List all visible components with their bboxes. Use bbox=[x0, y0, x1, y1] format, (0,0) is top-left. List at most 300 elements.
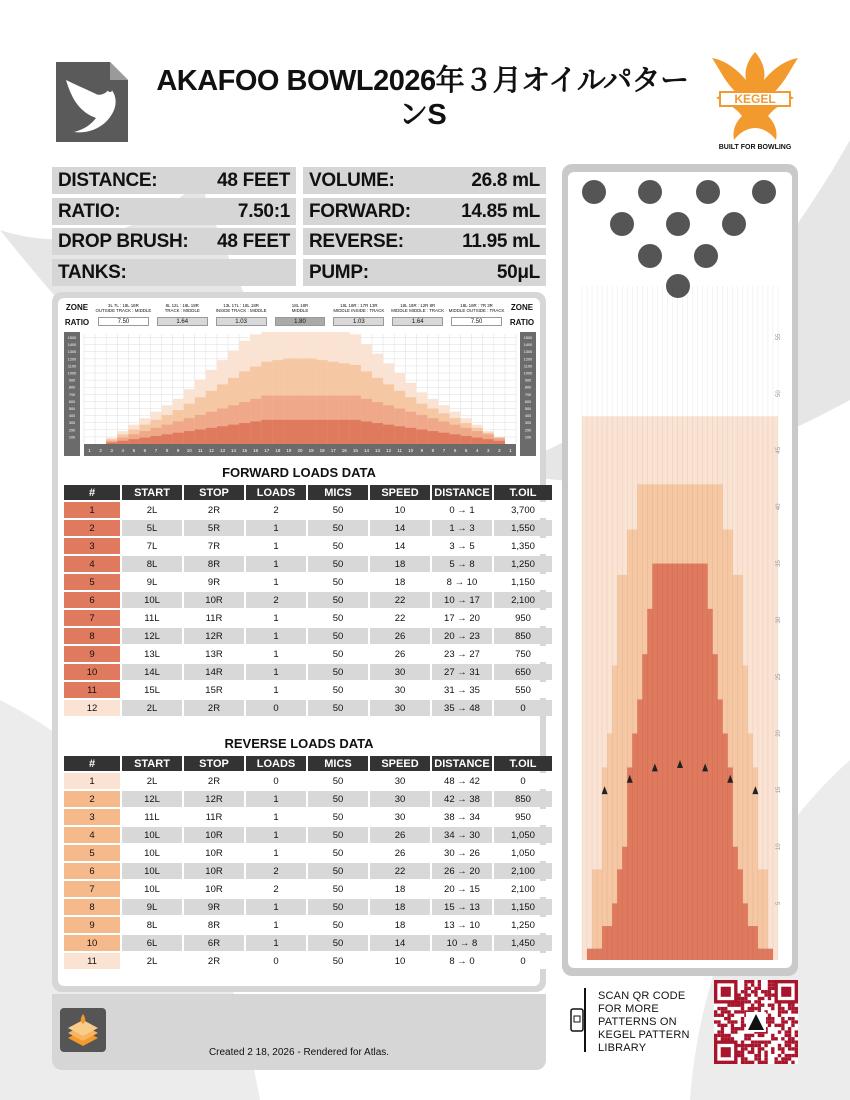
table-cell: 26 bbox=[370, 845, 430, 861]
y-tick-label: 500 bbox=[524, 407, 532, 412]
oil-bar bbox=[494, 441, 505, 444]
stat-tanks bbox=[52, 259, 296, 286]
table-cell: 50 bbox=[308, 520, 368, 536]
qr-module bbox=[731, 1027, 734, 1030]
x-tick-label: 16 bbox=[253, 448, 259, 453]
zone-ratio: 1.64 bbox=[392, 317, 443, 326]
table-cell: 15R bbox=[184, 682, 244, 698]
qr-module bbox=[791, 1040, 794, 1043]
table-cell: 0 bbox=[494, 700, 552, 716]
qr-module bbox=[744, 1000, 747, 1003]
qr-module bbox=[724, 1007, 727, 1010]
table-cell: 1 bbox=[246, 899, 306, 915]
qr-module bbox=[731, 1014, 734, 1017]
qr-module bbox=[795, 1054, 798, 1057]
qr-module bbox=[778, 1010, 781, 1013]
table-cell: 2R bbox=[184, 700, 244, 716]
table-cell: 14 bbox=[370, 520, 430, 536]
table-cell: 2R bbox=[184, 773, 244, 789]
qr-module bbox=[795, 1040, 798, 1043]
qr-module bbox=[781, 1020, 784, 1023]
qr-module bbox=[738, 1054, 741, 1057]
qr-module bbox=[778, 1014, 781, 1017]
table-cell: 9L bbox=[122, 574, 182, 590]
table-cell: 1 bbox=[246, 646, 306, 662]
table-cell: 23 → 27 bbox=[432, 646, 492, 662]
qr-module bbox=[764, 993, 767, 996]
x-tick-label: 8 bbox=[165, 448, 169, 453]
qr-module bbox=[761, 997, 764, 1000]
zone-ratio: 1.80 bbox=[275, 317, 326, 326]
qr-module bbox=[758, 983, 761, 986]
table-row bbox=[64, 917, 552, 933]
table-header: STOP bbox=[184, 756, 244, 771]
oil-bar bbox=[261, 420, 272, 444]
table-cell: 0 bbox=[494, 773, 552, 789]
table-cell: 14L bbox=[122, 664, 182, 680]
qr-module bbox=[721, 1037, 724, 1040]
qr-module bbox=[741, 1010, 744, 1013]
table-cell: 50 bbox=[308, 899, 368, 915]
qr-module bbox=[791, 1007, 794, 1010]
x-tick-label: 11 bbox=[397, 448, 403, 453]
table-cell: 18 bbox=[370, 881, 430, 897]
table-cell: 3,700 bbox=[494, 502, 552, 518]
oil-bar bbox=[195, 429, 206, 444]
table-header: # bbox=[64, 485, 120, 500]
table-cell: 30 bbox=[370, 700, 430, 716]
table-cell: 1,050 bbox=[494, 827, 552, 843]
load-number: 11 bbox=[64, 682, 120, 698]
table-cell: 8 → 10 bbox=[432, 574, 492, 590]
qr-module bbox=[761, 1004, 764, 1007]
table-cell: 9L bbox=[122, 899, 182, 915]
qr-module bbox=[754, 993, 757, 996]
qr-module bbox=[768, 983, 771, 986]
qr-module bbox=[791, 1010, 794, 1013]
table-cell: 14 bbox=[370, 538, 430, 554]
qr-module bbox=[748, 980, 751, 983]
distance-label: 30 bbox=[776, 616, 782, 624]
qr-module bbox=[791, 1004, 794, 1007]
qr-module bbox=[768, 980, 771, 983]
qr-module bbox=[727, 1020, 730, 1023]
qr-module bbox=[764, 1044, 767, 1047]
load-number: 9 bbox=[64, 646, 120, 662]
qr-module bbox=[734, 1027, 737, 1030]
table-cell: 30 bbox=[370, 773, 430, 789]
zone-name: INSIDE TRACK : MIDDLE bbox=[215, 308, 267, 313]
qr-module bbox=[714, 1037, 717, 1040]
table-cell: 22 bbox=[370, 610, 430, 626]
table-cell: 17 → 20 bbox=[432, 610, 492, 626]
table-cell: 2 bbox=[246, 592, 306, 608]
qr-module bbox=[748, 1061, 751, 1064]
y-tick-label: 500 bbox=[68, 407, 76, 412]
load-number: 7 bbox=[64, 610, 120, 626]
table-cell: 0 bbox=[246, 953, 306, 969]
y-tick-label: 1100 bbox=[67, 364, 77, 369]
table-cell: 1 bbox=[246, 845, 306, 861]
x-tick-label: 15 bbox=[352, 448, 358, 453]
pin-icon bbox=[638, 244, 662, 268]
qr-module bbox=[764, 1051, 767, 1054]
oil-bar bbox=[472, 438, 483, 444]
qr-module bbox=[768, 1017, 771, 1020]
table-cell: 14R bbox=[184, 664, 244, 680]
stat-ratio bbox=[52, 198, 296, 225]
qr-module bbox=[778, 1054, 781, 1057]
table-cell: 10L bbox=[122, 592, 182, 608]
y-tick-label: 700 bbox=[524, 392, 532, 397]
load-number: 4 bbox=[64, 827, 120, 843]
qr-module bbox=[721, 1014, 724, 1017]
qr-module bbox=[761, 990, 764, 993]
qr-module bbox=[785, 1044, 788, 1047]
table-cell: 10 bbox=[370, 953, 430, 969]
x-tick-label: 7 bbox=[154, 448, 158, 453]
stat-label: TANKS: bbox=[58, 261, 127, 283]
table-cell: 1 bbox=[246, 935, 306, 951]
zone-range: 8L 12L : 18L 18R bbox=[165, 303, 199, 308]
qr-module bbox=[721, 1007, 724, 1010]
qr-module bbox=[721, 1024, 724, 1027]
table-cell: 34 → 30 bbox=[432, 827, 492, 843]
table-row bbox=[64, 646, 552, 662]
table-cell: 1 bbox=[246, 917, 306, 933]
table-row bbox=[64, 682, 552, 698]
table-cell: 12R bbox=[184, 791, 244, 807]
oil-bar bbox=[239, 423, 250, 444]
qr-code-icon[interactable] bbox=[714, 980, 798, 1064]
table-cell: 26 bbox=[370, 646, 430, 662]
load-number: 3 bbox=[64, 809, 120, 825]
table-cell: 8L bbox=[122, 556, 182, 572]
qr-module bbox=[771, 1037, 774, 1040]
table-row bbox=[64, 538, 552, 554]
qr-module bbox=[761, 1034, 764, 1037]
x-tick-label: 14 bbox=[231, 448, 237, 453]
table-header: DISTANCE bbox=[432, 756, 492, 771]
table-cell: 12L bbox=[122, 628, 182, 644]
pin-icon bbox=[582, 180, 606, 204]
x-tick-label: 4 bbox=[475, 448, 479, 453]
oil-bar bbox=[272, 420, 283, 444]
qr-module bbox=[764, 1057, 767, 1060]
table-cell: 14 bbox=[370, 935, 430, 951]
qr-module bbox=[744, 997, 747, 1000]
y-tick-label: 1300 bbox=[523, 350, 533, 355]
qr-module bbox=[771, 1051, 774, 1054]
x-tick-label: 9 bbox=[420, 448, 424, 453]
table-cell: 1 bbox=[246, 791, 306, 807]
table-cell: 0 bbox=[494, 953, 552, 969]
qr-module bbox=[791, 1047, 794, 1050]
table-cell: 35 → 48 bbox=[432, 700, 492, 716]
qr-module bbox=[741, 1061, 744, 1064]
table-header: SPEED bbox=[370, 485, 430, 500]
qr-module bbox=[758, 1000, 761, 1003]
table-cell: 850 bbox=[494, 791, 552, 807]
table-cell: 50 bbox=[308, 917, 368, 933]
table-cell: 2R bbox=[184, 953, 244, 969]
oil-bar bbox=[128, 439, 139, 444]
x-tick-label: 1 bbox=[88, 448, 91, 453]
table-cell: 50 bbox=[308, 953, 368, 969]
qr-module bbox=[751, 1007, 754, 1010]
oil-bar bbox=[173, 433, 184, 444]
qr-instructions: SCAN QR CODE FOR MORE PATTERNS ON KEGEL PATTERN LIBRARY bbox=[598, 990, 690, 1054]
stat-pump bbox=[303, 259, 546, 286]
qr-module bbox=[785, 1020, 788, 1023]
table-cell: 3 → 5 bbox=[432, 538, 492, 554]
table-row bbox=[64, 628, 552, 644]
zone-label: ZONE bbox=[65, 303, 89, 312]
zone-range: 18L 18R : 12R 8R bbox=[400, 303, 436, 308]
table-cell: 50 bbox=[308, 863, 368, 879]
table-cell: 2L bbox=[122, 700, 182, 716]
table-cell: 38 → 34 bbox=[432, 809, 492, 825]
x-tick-label: 14 bbox=[363, 448, 369, 453]
x-tick-label: 1 bbox=[509, 448, 512, 453]
qr-module bbox=[734, 1030, 737, 1033]
qr-module bbox=[771, 1047, 774, 1050]
oil-bar bbox=[427, 431, 438, 444]
load-number: 8 bbox=[64, 899, 120, 915]
table-cell: 1 bbox=[246, 520, 306, 536]
qr-module bbox=[795, 1010, 798, 1013]
table-cell: 1,350 bbox=[494, 538, 552, 554]
qr-module bbox=[758, 987, 761, 990]
table-cell: 1 bbox=[246, 664, 306, 680]
qr-module bbox=[714, 1020, 717, 1023]
table-cell: 1,150 bbox=[494, 899, 552, 915]
qr-module bbox=[717, 1034, 720, 1037]
qr-module bbox=[795, 1030, 798, 1033]
qr-module bbox=[788, 1034, 791, 1037]
qr-module bbox=[741, 1051, 744, 1054]
table-row bbox=[64, 610, 552, 626]
distance-label: 50 bbox=[776, 390, 782, 397]
qr-module bbox=[778, 1047, 781, 1050]
qr-module bbox=[724, 1017, 727, 1020]
qr-module bbox=[788, 1044, 791, 1047]
qr-module bbox=[738, 1010, 741, 1013]
table-row bbox=[64, 899, 552, 915]
qr-module bbox=[771, 983, 774, 986]
table-cell: 10 → 17 bbox=[432, 592, 492, 608]
table-cell: 2L bbox=[122, 502, 182, 518]
y-tick-label: 600 bbox=[524, 399, 532, 404]
qr-module bbox=[761, 1040, 764, 1043]
zone-name: MIDDLE bbox=[291, 308, 309, 313]
table-row bbox=[64, 773, 552, 789]
qr-finder bbox=[721, 987, 731, 997]
x-tick-label: 18 bbox=[275, 448, 281, 453]
qr-module bbox=[738, 1000, 741, 1003]
zone-ratio: 1.03 bbox=[216, 317, 267, 326]
table-cell: 13R bbox=[184, 646, 244, 662]
table-cell: 12L bbox=[122, 791, 182, 807]
table-cell: 30 → 26 bbox=[432, 845, 492, 861]
pin-icon bbox=[694, 244, 718, 268]
y-tick-label: 1500 bbox=[67, 336, 77, 341]
qr-module bbox=[754, 990, 757, 993]
qr-module bbox=[778, 1007, 781, 1010]
load-number: 10 bbox=[64, 935, 120, 951]
distance-label: 35 bbox=[776, 560, 782, 567]
x-tick-label: 2 bbox=[498, 448, 501, 453]
table-row bbox=[64, 953, 552, 969]
oil-bar bbox=[139, 438, 150, 444]
qr-module bbox=[744, 987, 747, 990]
forward-loads-table bbox=[62, 483, 554, 718]
qr-module bbox=[758, 1061, 761, 1064]
y-tick-label: 700 bbox=[68, 392, 76, 397]
x-tick-label: 17 bbox=[330, 448, 336, 453]
table-cell: 22 bbox=[370, 592, 430, 608]
table-cell: 2 bbox=[246, 863, 306, 879]
table-cell: 30 bbox=[370, 791, 430, 807]
qr-module bbox=[791, 1024, 794, 1027]
qr-module bbox=[768, 1020, 771, 1023]
kegel-brand-name: KEGEL bbox=[734, 92, 776, 106]
zone-range: 18L 18R : 7R 3R bbox=[460, 303, 493, 308]
qr-module bbox=[744, 1044, 747, 1047]
oil-bar bbox=[150, 436, 161, 444]
table-cell: 13L bbox=[122, 646, 182, 662]
x-tick-label: 16 bbox=[341, 448, 347, 453]
x-tick-label: 20 bbox=[297, 448, 303, 453]
oil-bar bbox=[106, 442, 117, 444]
qr-module bbox=[785, 1010, 788, 1013]
qr-module bbox=[791, 1017, 794, 1020]
qr-module bbox=[785, 1054, 788, 1057]
qr-module bbox=[791, 1020, 794, 1023]
qr-module bbox=[781, 1037, 784, 1040]
stat-value: 7.50:1 bbox=[237, 200, 290, 222]
qr-module bbox=[795, 1034, 798, 1037]
y-tick-label: 100 bbox=[524, 435, 532, 440]
qr-module bbox=[778, 1061, 781, 1064]
table-cell: 8L bbox=[122, 917, 182, 933]
qr-module bbox=[781, 1061, 784, 1064]
qr-module bbox=[791, 1054, 794, 1057]
zone-ratio: 7.50 bbox=[451, 317, 502, 326]
zone-ratio-header bbox=[64, 301, 536, 329]
stat-label: DISTANCE: bbox=[58, 169, 158, 191]
stat-label: DROP BRUSH: bbox=[58, 230, 189, 252]
x-tick-label: 11 bbox=[197, 448, 203, 453]
oil-volume-graph bbox=[64, 332, 536, 456]
y-tick-label: 1100 bbox=[523, 364, 533, 369]
qr-module bbox=[741, 1020, 744, 1023]
table-cell: 1,050 bbox=[494, 845, 552, 861]
oil-bar bbox=[228, 425, 239, 444]
stat-value: 50μL bbox=[496, 261, 540, 283]
distance-label: 10 bbox=[776, 843, 782, 851]
qr-module bbox=[727, 1017, 730, 1020]
oil-bar bbox=[250, 421, 261, 444]
qr-module bbox=[731, 1030, 734, 1033]
table-cell: 10R bbox=[184, 592, 244, 608]
qr-module bbox=[754, 1007, 757, 1010]
table-cell: 15 → 13 bbox=[432, 899, 492, 915]
table-cell: 1 bbox=[246, 574, 306, 590]
table-cell: 950 bbox=[494, 809, 552, 825]
oil-bar bbox=[217, 426, 228, 444]
qr-module bbox=[741, 1004, 744, 1007]
y-tick-label: 400 bbox=[68, 414, 76, 419]
qr-module bbox=[751, 1044, 754, 1047]
qr-module bbox=[795, 1051, 798, 1054]
table-cell: 50 bbox=[308, 881, 368, 897]
y-tick-label: 1000 bbox=[523, 371, 533, 376]
stat-forward bbox=[303, 198, 546, 225]
stat-value: 14.85 mL bbox=[461, 200, 540, 222]
qr-module bbox=[751, 1061, 754, 1064]
table-cell: 50 bbox=[308, 502, 368, 518]
table-cell: 50 bbox=[308, 646, 368, 662]
qr-module bbox=[771, 987, 774, 990]
qr-module bbox=[724, 1034, 727, 1037]
table-cell: 1 bbox=[246, 628, 306, 644]
y-tick-label: 200 bbox=[68, 428, 76, 433]
oil-bar bbox=[461, 436, 472, 444]
table-row bbox=[64, 881, 552, 897]
table-header: START bbox=[122, 485, 182, 500]
x-tick-label: 15 bbox=[242, 448, 248, 453]
zone-range: 18L 18R bbox=[291, 303, 309, 308]
qr-module bbox=[768, 1040, 771, 1043]
table-cell: 42 → 38 bbox=[432, 791, 492, 807]
x-tick-label: 8 bbox=[431, 448, 435, 453]
qr-module bbox=[751, 980, 754, 983]
table-cell: 7R bbox=[184, 538, 244, 554]
qr-module bbox=[781, 1017, 784, 1020]
table-cell: 15L bbox=[122, 682, 182, 698]
qr-module bbox=[785, 1034, 788, 1037]
qr-module bbox=[748, 1034, 751, 1037]
qr-module bbox=[731, 1024, 734, 1027]
table-row bbox=[64, 827, 552, 843]
reverse-loads-table bbox=[62, 754, 554, 971]
qr-module bbox=[758, 1007, 761, 1010]
table-cell: 0 bbox=[246, 700, 306, 716]
pin-icon bbox=[752, 180, 776, 204]
table-cell: 550 bbox=[494, 682, 552, 698]
qr-module bbox=[751, 1040, 754, 1043]
qr-module bbox=[744, 1037, 747, 1040]
qr-module bbox=[785, 1030, 788, 1033]
x-tick-label: 10 bbox=[408, 448, 414, 453]
table-cell: 8 → 0 bbox=[432, 953, 492, 969]
qr-module bbox=[751, 990, 754, 993]
qr-module bbox=[744, 990, 747, 993]
table-cell: 10 bbox=[370, 502, 430, 518]
distance-label: 45 bbox=[776, 446, 782, 454]
stat-label: RATIO: bbox=[58, 200, 121, 222]
qr-module bbox=[731, 1004, 734, 1007]
x-tick-label: 6 bbox=[143, 448, 147, 453]
table-cell: 50 bbox=[308, 791, 368, 807]
table-cell: 22 bbox=[370, 863, 430, 879]
qr-module bbox=[768, 1014, 771, 1017]
y-tick-label: 100 bbox=[68, 435, 76, 440]
qr-module bbox=[778, 1030, 781, 1033]
zone-ratio: 7.50 bbox=[98, 317, 149, 326]
kegel-logo-icon bbox=[708, 50, 802, 154]
